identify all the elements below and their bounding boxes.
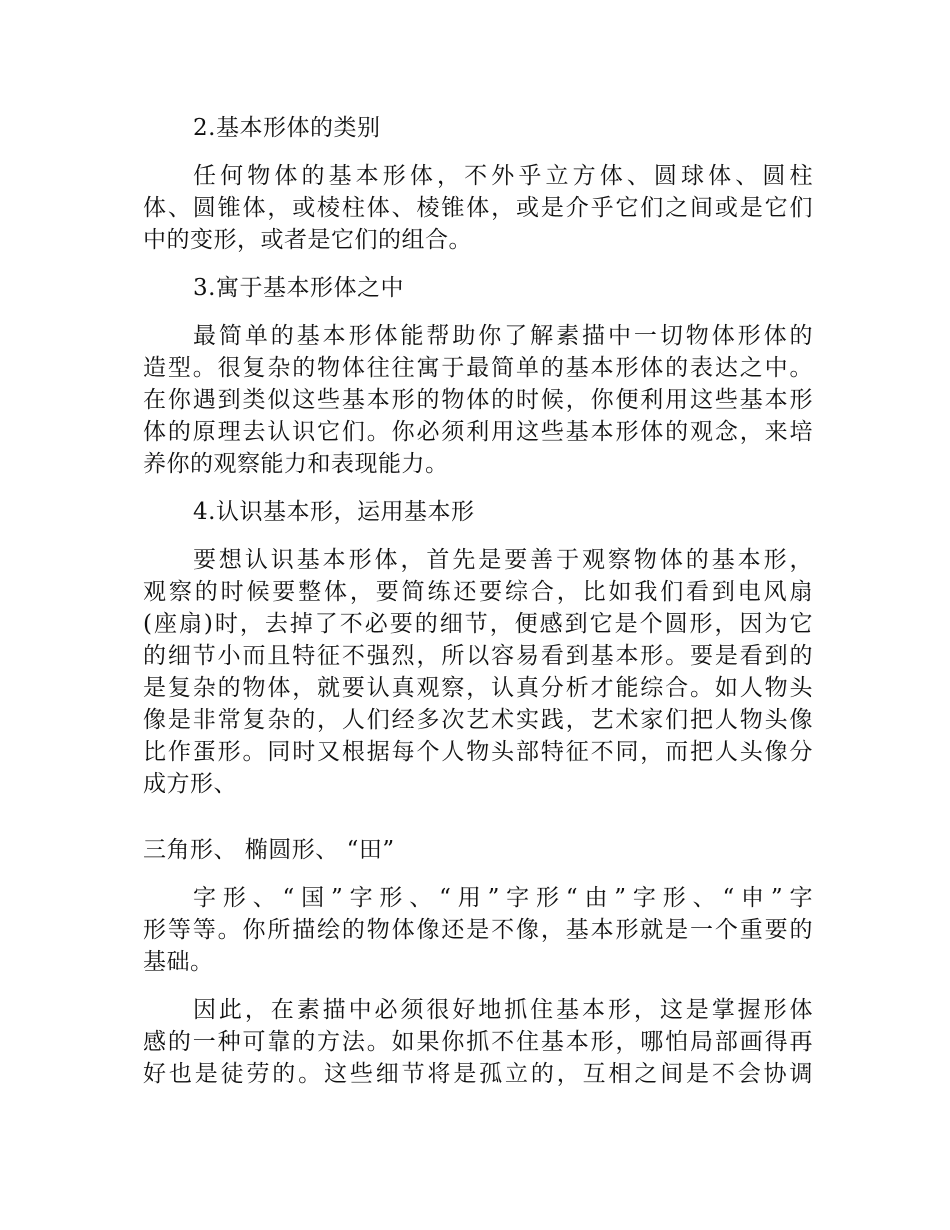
paragraph-line: 中的变形，或者是它们的组合。 — [143, 227, 472, 253]
paragraph-line: 体的原理去认识它们。你必须利用这些基本形体的观念，来培 — [143, 419, 813, 445]
paragraph-line: 因此，在素描中必须很好地抓住基本形，这是掌握形体 — [193, 997, 813, 1023]
paragraph-line: 像是非常复杂的，人们经多次艺术实践，艺术家们把人物头像 — [143, 707, 813, 733]
paragraph-line: 好也是徒劳的。这些细节将是孤立的，互相之间是不会协调 — [143, 1061, 813, 1087]
paragraph-line: 比作蛋形。同时又根据每个人物头部特征不同，而把人头像分 — [143, 739, 813, 765]
heading-within-basic-forms: 3.寓于基本形体之中 — [193, 275, 404, 301]
paragraph-line: 形等等。你所描绘的物体像还是不像，基本形就是一个重要的 — [143, 917, 813, 943]
paragraph-line: 最简单的基本形体能帮助你了解素描中一切物体形体的 — [193, 323, 813, 349]
paragraph-line: (座扇)时，去掉了不必要的细节，便感到它是个圆形，因为它 — [143, 611, 813, 637]
heading-basic-form-categories: 2.基本形体的类别 — [193, 115, 381, 141]
paragraph-line: 养你的观察能力和表现能力。 — [143, 451, 449, 477]
paragraph-line: 三角形、 椭圆形、 “田” — [143, 837, 395, 863]
paragraph-line: 是复杂的物体，就要认真观察，认真分析才能综合。如人物头 — [143, 675, 813, 701]
paragraph-line: 要想认识基本形体，首先是要善于观察物体的基本形， — [193, 547, 813, 573]
paragraph-line: 观察的时候要整体，要简练还要综合，比如我们看到电风扇 — [143, 579, 813, 605]
paragraph-line: 造型。很复杂的物体往往寓于最简单的基本形体的表达之中。 — [143, 355, 813, 381]
paragraph-line: 体、圆锥体，或棱柱体、棱锥体，或是介乎它们之间或是它们 — [143, 195, 813, 221]
paragraph-line: 任何物体的基本形体，不外乎立方体、圆球体、圆柱 — [193, 163, 813, 189]
paragraph-line: 成方形、 — [143, 771, 237, 797]
paragraph-line: 字形、“国”字形、“用”字形“由”字形、“申”字 — [193, 885, 813, 911]
paragraph-line: 在你遇到类似这些基本形的物体的时候，你便利用这些基本形 — [143, 387, 813, 413]
paragraph-line: 基础。 — [143, 949, 214, 975]
paragraph-line: 感的一种可靠的方法。如果你抓不住基本形，哪怕局部画得再 — [143, 1029, 813, 1055]
heading-recognize-basic-forms: 4.认识基本形，运用基本形 — [193, 499, 475, 525]
paragraph-line: 的细节小而且特征不强烈，所以容易看到基本形。要是看到的 — [143, 643, 813, 669]
